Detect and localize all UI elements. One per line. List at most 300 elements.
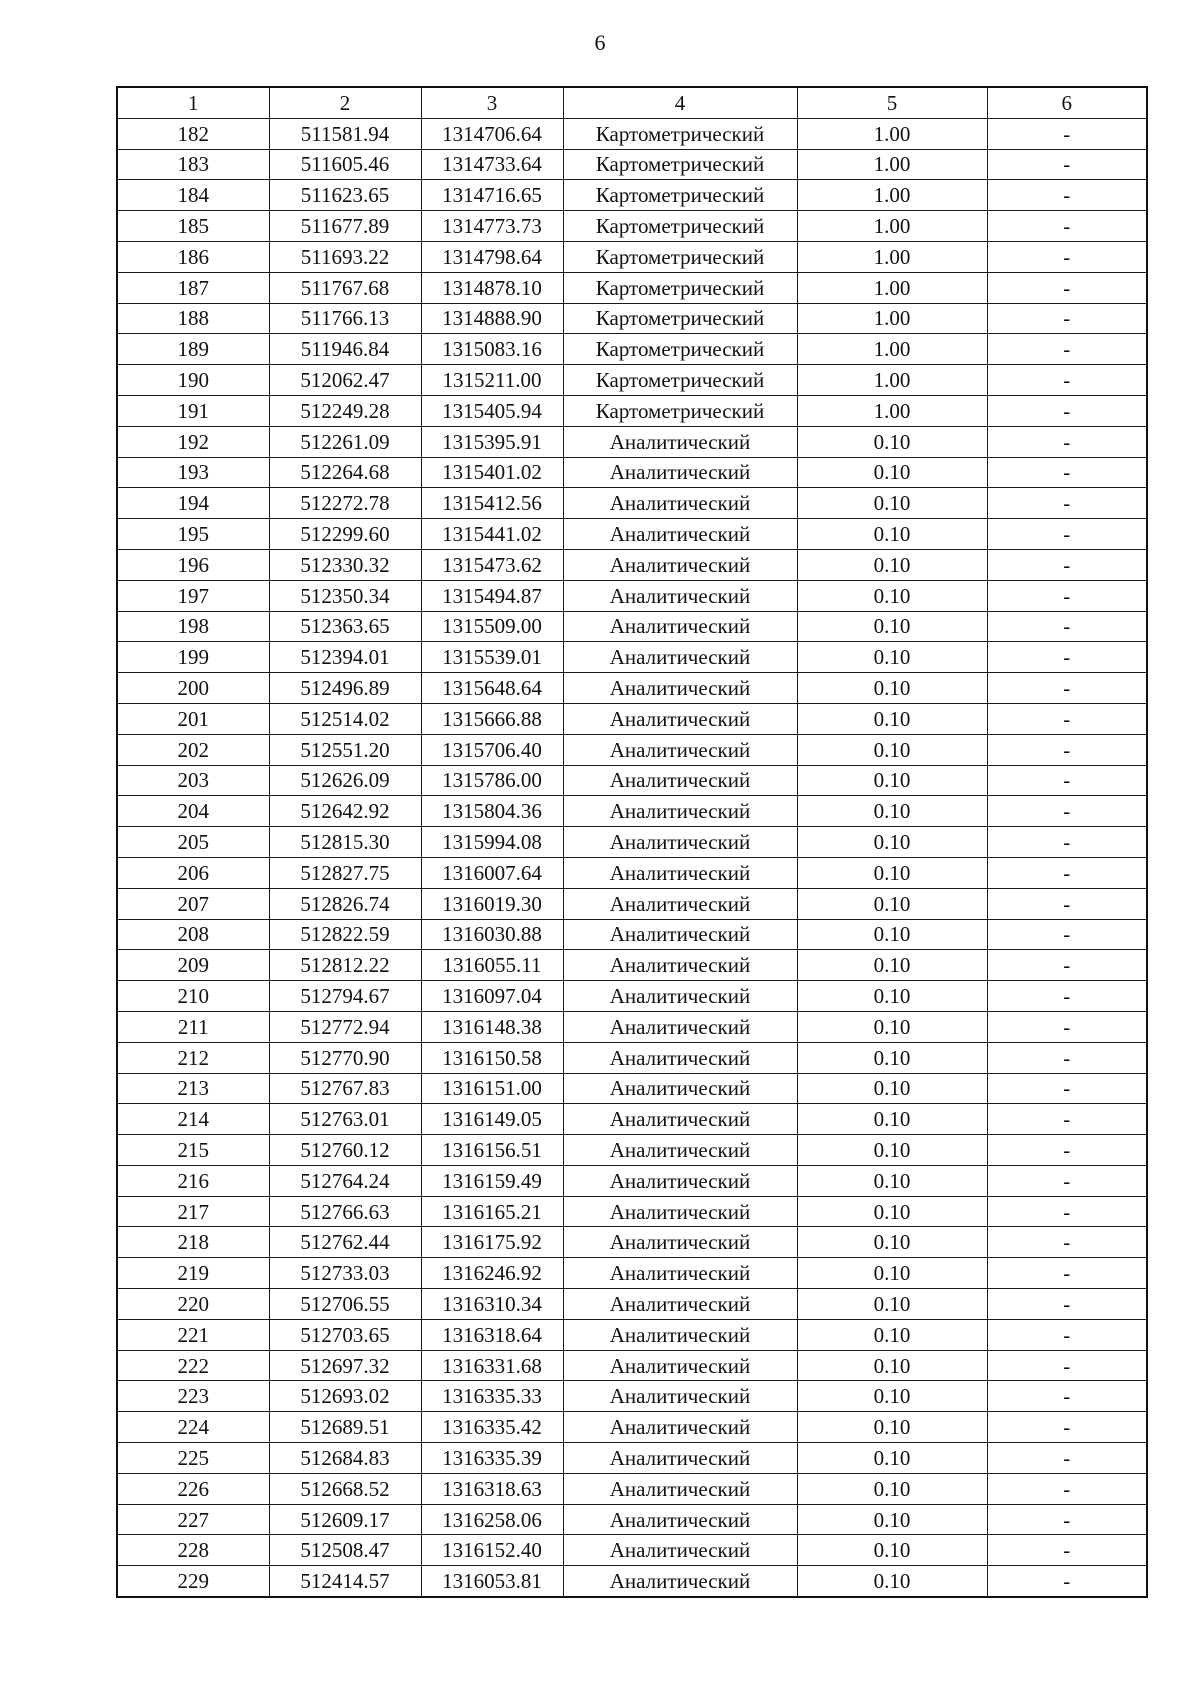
table-row <box>117 981 1147 1012</box>
table-cell: 1316335.39 <box>421 1443 563 1474</box>
table-cell: 185 <box>117 211 269 242</box>
table-cell: 511623.65 <box>269 180 421 211</box>
table-cell: 221 <box>117 1319 269 1350</box>
table-cell: Аналитический <box>563 1258 797 1289</box>
table-cell: 200 <box>117 673 269 704</box>
table-cell: 1316152.40 <box>421 1535 563 1566</box>
column-header-6: 6 <box>987 87 1147 118</box>
table-cell: 1316335.42 <box>421 1412 563 1443</box>
table-cell: 0.10 <box>797 1042 987 1073</box>
table-cell: 198 <box>117 611 269 642</box>
table-cell: - <box>987 457 1147 488</box>
table-cell: Аналитический <box>563 981 797 1012</box>
table-cell: 1316053.81 <box>421 1566 563 1597</box>
table-row <box>117 1412 1147 1443</box>
table-cell: Аналитический <box>563 1289 797 1320</box>
table-cell: Аналитический <box>563 1381 797 1412</box>
table-cell: 211 <box>117 1011 269 1042</box>
table-cell: 1.00 <box>797 303 987 334</box>
column-header-2: 2 <box>269 87 421 118</box>
table-cell: - <box>987 734 1147 765</box>
table-cell: 216 <box>117 1165 269 1196</box>
table-row <box>117 1473 1147 1504</box>
table-cell: 1315395.91 <box>421 426 563 457</box>
table-cell: - <box>987 703 1147 734</box>
table-cell: Аналитический <box>563 1104 797 1135</box>
table-cell: 228 <box>117 1535 269 1566</box>
table-cell: 512249.28 <box>269 395 421 426</box>
table-cell: 0.10 <box>797 981 987 1012</box>
table-cell: Картометрический <box>563 241 797 272</box>
table-cell: - <box>987 1381 1147 1412</box>
table-cell: 1315401.02 <box>421 457 563 488</box>
table-cell: - <box>987 950 1147 981</box>
table-cell: Аналитический <box>563 827 797 858</box>
table-cell: Аналитический <box>563 549 797 580</box>
table-cell: 0.10 <box>797 580 987 611</box>
page-number: 6 <box>594 30 606 55</box>
table-cell: - <box>987 1350 1147 1381</box>
table-row <box>117 611 1147 642</box>
table-cell: Картометрический <box>563 334 797 365</box>
table-cell: 191 <box>117 395 269 426</box>
table-cell: 512551.20 <box>269 734 421 765</box>
table-cell: 0.10 <box>797 1473 987 1504</box>
table-row <box>117 395 1147 426</box>
table-cell: 1316151.00 <box>421 1073 563 1104</box>
table-cell: 192 <box>117 426 269 457</box>
table-row <box>117 950 1147 981</box>
table-cell: - <box>987 827 1147 858</box>
table-cell: - <box>987 611 1147 642</box>
table-cell: 222 <box>117 1350 269 1381</box>
table-cell: Картометрический <box>563 211 797 242</box>
table-cell: - <box>987 796 1147 827</box>
table-cell: - <box>987 1319 1147 1350</box>
table-cell: Аналитический <box>563 919 797 950</box>
table-row <box>117 1319 1147 1350</box>
table-cell: - <box>987 241 1147 272</box>
table-cell: Аналитический <box>563 1350 797 1381</box>
table-row <box>117 457 1147 488</box>
table-row <box>117 1196 1147 1227</box>
table-cell: Аналитический <box>563 1196 797 1227</box>
table-cell: 182 <box>117 118 269 149</box>
table-cell: Аналитический <box>563 1011 797 1042</box>
table-cell: 208 <box>117 919 269 950</box>
table-cell: 512609.17 <box>269 1504 421 1535</box>
table-cell: 1315706.40 <box>421 734 563 765</box>
table-cell: 512330.32 <box>269 549 421 580</box>
table-cell: Аналитический <box>563 950 797 981</box>
table-cell: 512706.55 <box>269 1289 421 1320</box>
table-cell: 0.10 <box>797 1011 987 1042</box>
table-cell: 0.10 <box>797 765 987 796</box>
table-row <box>117 1535 1147 1566</box>
table-cell: 195 <box>117 519 269 550</box>
table-cell: - <box>987 981 1147 1012</box>
table-row <box>117 149 1147 180</box>
table-cell: 512815.30 <box>269 827 421 858</box>
table-cell: 199 <box>117 642 269 673</box>
table-cell: 1316007.64 <box>421 857 563 888</box>
column-header-1: 1 <box>117 87 269 118</box>
table-cell: 0.10 <box>797 519 987 550</box>
table-cell: 0.10 <box>797 457 987 488</box>
table-cell: 1316156.51 <box>421 1135 563 1166</box>
table-cell: 1315494.87 <box>421 580 563 611</box>
table-cell: 217 <box>117 1196 269 1227</box>
table-cell: Аналитический <box>563 1319 797 1350</box>
table-cell: 1316159.49 <box>421 1165 563 1196</box>
table-cell: Аналитический <box>563 1412 797 1443</box>
table-cell: - <box>987 1227 1147 1258</box>
table-row <box>117 1042 1147 1073</box>
table-cell: - <box>987 1504 1147 1535</box>
table-cell: Картометрический <box>563 395 797 426</box>
table-cell: 220 <box>117 1289 269 1320</box>
table-cell: Картометрический <box>563 272 797 303</box>
table-cell: Аналитический <box>563 703 797 734</box>
table-cell: Картометрический <box>563 180 797 211</box>
table-cell: - <box>987 1011 1147 1042</box>
table-cell: Аналитический <box>563 519 797 550</box>
table-cell: Аналитический <box>563 857 797 888</box>
table-cell: - <box>987 1165 1147 1196</box>
table-cell: 1316097.04 <box>421 981 563 1012</box>
table-cell: 202 <box>117 734 269 765</box>
table-cell: 1315994.08 <box>421 827 563 858</box>
table-cell: 1.00 <box>797 180 987 211</box>
table-cell: 1316310.34 <box>421 1289 563 1320</box>
header-row <box>117 87 1147 118</box>
table-cell: 1.00 <box>797 395 987 426</box>
table-row <box>117 1104 1147 1135</box>
table-cell: 512826.74 <box>269 888 421 919</box>
table-cell: 1316258.06 <box>421 1504 563 1535</box>
table-row <box>117 272 1147 303</box>
table-cell: 205 <box>117 827 269 858</box>
table-cell: - <box>987 642 1147 673</box>
table-cell: 1.00 <box>797 211 987 242</box>
table-cell: - <box>987 1104 1147 1135</box>
table-cell: 1.00 <box>797 118 987 149</box>
table-cell: - <box>987 1566 1147 1597</box>
table-cell: 184 <box>117 180 269 211</box>
table-cell: 0.10 <box>797 919 987 950</box>
table-cell: 511605.46 <box>269 149 421 180</box>
table-cell: 512514.02 <box>269 703 421 734</box>
table-cell: - <box>987 580 1147 611</box>
table-row <box>117 1011 1147 1042</box>
table-cell: - <box>987 1196 1147 1227</box>
table-cell: 197 <box>117 580 269 611</box>
table-cell: 512703.65 <box>269 1319 421 1350</box>
table-row <box>117 334 1147 365</box>
table-cell: 229 <box>117 1566 269 1597</box>
table-cell: - <box>987 149 1147 180</box>
table-row <box>117 365 1147 396</box>
table-cell: - <box>987 1289 1147 1320</box>
table-cell: - <box>987 395 1147 426</box>
table-cell: 0.10 <box>797 857 987 888</box>
table-cell: Аналитический <box>563 1135 797 1166</box>
table-cell: 512766.63 <box>269 1196 421 1227</box>
table-row <box>117 888 1147 919</box>
table-cell: 194 <box>117 488 269 519</box>
table-cell: 201 <box>117 703 269 734</box>
table-row <box>117 488 1147 519</box>
table-cell: 512760.12 <box>269 1135 421 1166</box>
table-cell: 0.10 <box>797 642 987 673</box>
table-cell: 1314773.73 <box>421 211 563 242</box>
table-cell: 0.10 <box>797 426 987 457</box>
table-cell: - <box>987 1073 1147 1104</box>
table-cell: 512394.01 <box>269 642 421 673</box>
table-cell: Аналитический <box>563 673 797 704</box>
table-cell: 1.00 <box>797 365 987 396</box>
table-row <box>117 1135 1147 1166</box>
table-cell: Картометрический <box>563 365 797 396</box>
table-cell: 512763.01 <box>269 1104 421 1135</box>
table-cell: 512062.47 <box>269 365 421 396</box>
table-cell: 225 <box>117 1443 269 1474</box>
table-cell: 511677.89 <box>269 211 421 242</box>
table-cell: 1.00 <box>797 272 987 303</box>
table-row <box>117 1165 1147 1196</box>
table-cell: 1316148.38 <box>421 1011 563 1042</box>
table-row <box>117 1350 1147 1381</box>
table-cell: 512693.02 <box>269 1381 421 1412</box>
table-cell: Аналитический <box>563 426 797 457</box>
table-cell: 1316030.88 <box>421 919 563 950</box>
table-cell: 512363.65 <box>269 611 421 642</box>
table-cell: Аналитический <box>563 580 797 611</box>
table-cell: 1316335.33 <box>421 1381 563 1412</box>
table-cell: 226 <box>117 1473 269 1504</box>
table-cell: 0.10 <box>797 1566 987 1597</box>
table-cell: Аналитический <box>563 1535 797 1566</box>
table-cell: - <box>987 180 1147 211</box>
table-cell: 1315083.16 <box>421 334 563 365</box>
table-cell: 1.00 <box>797 149 987 180</box>
table-row <box>117 1566 1147 1597</box>
table-cell: 512772.94 <box>269 1011 421 1042</box>
table-row <box>117 765 1147 796</box>
table-cell: - <box>987 549 1147 580</box>
table-row <box>117 580 1147 611</box>
table-cell: 1315666.88 <box>421 703 563 734</box>
table-cell: 0.10 <box>797 1319 987 1350</box>
table-cell: 512762.44 <box>269 1227 421 1258</box>
table-row <box>117 241 1147 272</box>
table-cell: - <box>987 334 1147 365</box>
table-body <box>117 118 1147 1597</box>
table-cell: Аналитический <box>563 1473 797 1504</box>
table-cell: 1.00 <box>797 334 987 365</box>
table-cell: Аналитический <box>563 611 797 642</box>
table-row <box>117 426 1147 457</box>
table-cell: 512684.83 <box>269 1443 421 1474</box>
table-cell: 511766.13 <box>269 303 421 334</box>
table-cell: 1315405.94 <box>421 395 563 426</box>
table-cell: 512827.75 <box>269 857 421 888</box>
table-cell: 224 <box>117 1412 269 1443</box>
table-cell: 0.10 <box>797 827 987 858</box>
table-row <box>117 1443 1147 1474</box>
table-cell: 189 <box>117 334 269 365</box>
table-cell: 1316175.92 <box>421 1227 563 1258</box>
table-cell: Картометрический <box>563 303 797 334</box>
table-cell: 187 <box>117 272 269 303</box>
table-cell: - <box>987 1535 1147 1566</box>
table-row <box>117 180 1147 211</box>
table-cell: 0.10 <box>797 1196 987 1227</box>
column-header-3: 3 <box>421 87 563 118</box>
table-cell: 512794.67 <box>269 981 421 1012</box>
table-cell: 0.10 <box>797 703 987 734</box>
table-cell: 213 <box>117 1073 269 1104</box>
table-cell: 512770.90 <box>269 1042 421 1073</box>
table-cell: 512733.03 <box>269 1258 421 1289</box>
table-cell: Аналитический <box>563 1504 797 1535</box>
table-row <box>117 1073 1147 1104</box>
table-cell: Аналитический <box>563 1165 797 1196</box>
table-cell: 204 <box>117 796 269 827</box>
table-cell: 203 <box>117 765 269 796</box>
table-cell: 1314888.90 <box>421 303 563 334</box>
table-cell: 0.10 <box>797 1165 987 1196</box>
table-row <box>117 642 1147 673</box>
table-row <box>117 549 1147 580</box>
table-cell: 210 <box>117 981 269 1012</box>
table-cell: - <box>987 765 1147 796</box>
table-cell: 1316318.64 <box>421 1319 563 1350</box>
table-cell: 1314798.64 <box>421 241 563 272</box>
table-row <box>117 827 1147 858</box>
table-header <box>117 87 1147 118</box>
table-cell: 0.10 <box>797 1412 987 1443</box>
table-cell: 511767.68 <box>269 272 421 303</box>
table-cell: Аналитический <box>563 642 797 673</box>
table-cell: 1314716.65 <box>421 180 563 211</box>
table-cell: 209 <box>117 950 269 981</box>
table-cell: 0.10 <box>797 796 987 827</box>
table-cell: 511946.84 <box>269 334 421 365</box>
table-cell: - <box>987 488 1147 519</box>
table-cell: 1314706.64 <box>421 118 563 149</box>
table-cell: 1314733.64 <box>421 149 563 180</box>
table-row <box>117 1258 1147 1289</box>
table-cell: - <box>987 426 1147 457</box>
table-cell: 0.10 <box>797 673 987 704</box>
table-cell: 0.10 <box>797 1227 987 1258</box>
table-cell: 1315648.64 <box>421 673 563 704</box>
table-cell: Картометрический <box>563 149 797 180</box>
table-cell: Аналитический <box>563 734 797 765</box>
table-cell: 0.10 <box>797 1258 987 1289</box>
table-cell: 1316019.30 <box>421 888 563 919</box>
table-cell: 512272.78 <box>269 488 421 519</box>
table-cell: 511693.22 <box>269 241 421 272</box>
table-cell: 193 <box>117 457 269 488</box>
table-cell: Аналитический <box>563 1073 797 1104</box>
table-cell: 1316150.58 <box>421 1042 563 1073</box>
table-cell: 196 <box>117 549 269 580</box>
table-cell: Аналитический <box>563 488 797 519</box>
table-cell: 0.10 <box>797 888 987 919</box>
table-cell: 0.10 <box>797 1443 987 1474</box>
table-row <box>117 1504 1147 1535</box>
table-cell: 0.10 <box>797 734 987 765</box>
table-row <box>117 118 1147 149</box>
table-cell: 1315412.56 <box>421 488 563 519</box>
table-cell: - <box>987 1443 1147 1474</box>
table-cell: 1315804.36 <box>421 796 563 827</box>
table-cell: Картометрический <box>563 118 797 149</box>
table-cell: 0.10 <box>797 1504 987 1535</box>
table-cell: 0.10 <box>797 1381 987 1412</box>
table-cell: 512261.09 <box>269 426 421 457</box>
table-cell: - <box>987 303 1147 334</box>
table-cell: Аналитический <box>563 765 797 796</box>
table-cell: - <box>987 888 1147 919</box>
table-cell: 1315539.01 <box>421 642 563 673</box>
table-cell: 1316149.05 <box>421 1104 563 1135</box>
table-cell: 512668.52 <box>269 1473 421 1504</box>
table-cell: 0.10 <box>797 1104 987 1135</box>
table-cell: 215 <box>117 1135 269 1166</box>
table-cell: 1.00 <box>797 241 987 272</box>
table-cell: - <box>987 1135 1147 1166</box>
table-row <box>117 857 1147 888</box>
table-cell: 1316246.92 <box>421 1258 563 1289</box>
table-row <box>117 1289 1147 1320</box>
table-cell: - <box>987 1258 1147 1289</box>
table-cell: 1315473.62 <box>421 549 563 580</box>
table-cell: 1314878.10 <box>421 272 563 303</box>
table-cell: 186 <box>117 241 269 272</box>
table-cell: - <box>987 1473 1147 1504</box>
table-cell: - <box>987 211 1147 242</box>
table-cell: 218 <box>117 1227 269 1258</box>
table-cell: - <box>987 1042 1147 1073</box>
table-cell: 512264.68 <box>269 457 421 488</box>
table-cell: - <box>987 857 1147 888</box>
table-cell: 512626.09 <box>269 765 421 796</box>
table-row <box>117 703 1147 734</box>
table-cell: 0.10 <box>797 549 987 580</box>
table-cell: 1316318.63 <box>421 1473 563 1504</box>
table-cell: 1315786.00 <box>421 765 563 796</box>
table-cell: - <box>987 118 1147 149</box>
table-cell: Аналитический <box>563 1042 797 1073</box>
table-row <box>117 211 1147 242</box>
table-row <box>117 919 1147 950</box>
table-cell: 0.10 <box>797 1073 987 1104</box>
column-header-5: 5 <box>797 87 987 118</box>
table-cell: 512767.83 <box>269 1073 421 1104</box>
table-cell: 512350.34 <box>269 580 421 611</box>
table-cell: - <box>987 1412 1147 1443</box>
table-row <box>117 303 1147 334</box>
table-cell: 214 <box>117 1104 269 1135</box>
table-cell: - <box>987 919 1147 950</box>
table-row <box>117 673 1147 704</box>
table-cell: 0.10 <box>797 1135 987 1166</box>
table-cell: 223 <box>117 1381 269 1412</box>
table-cell: Аналитический <box>563 1227 797 1258</box>
